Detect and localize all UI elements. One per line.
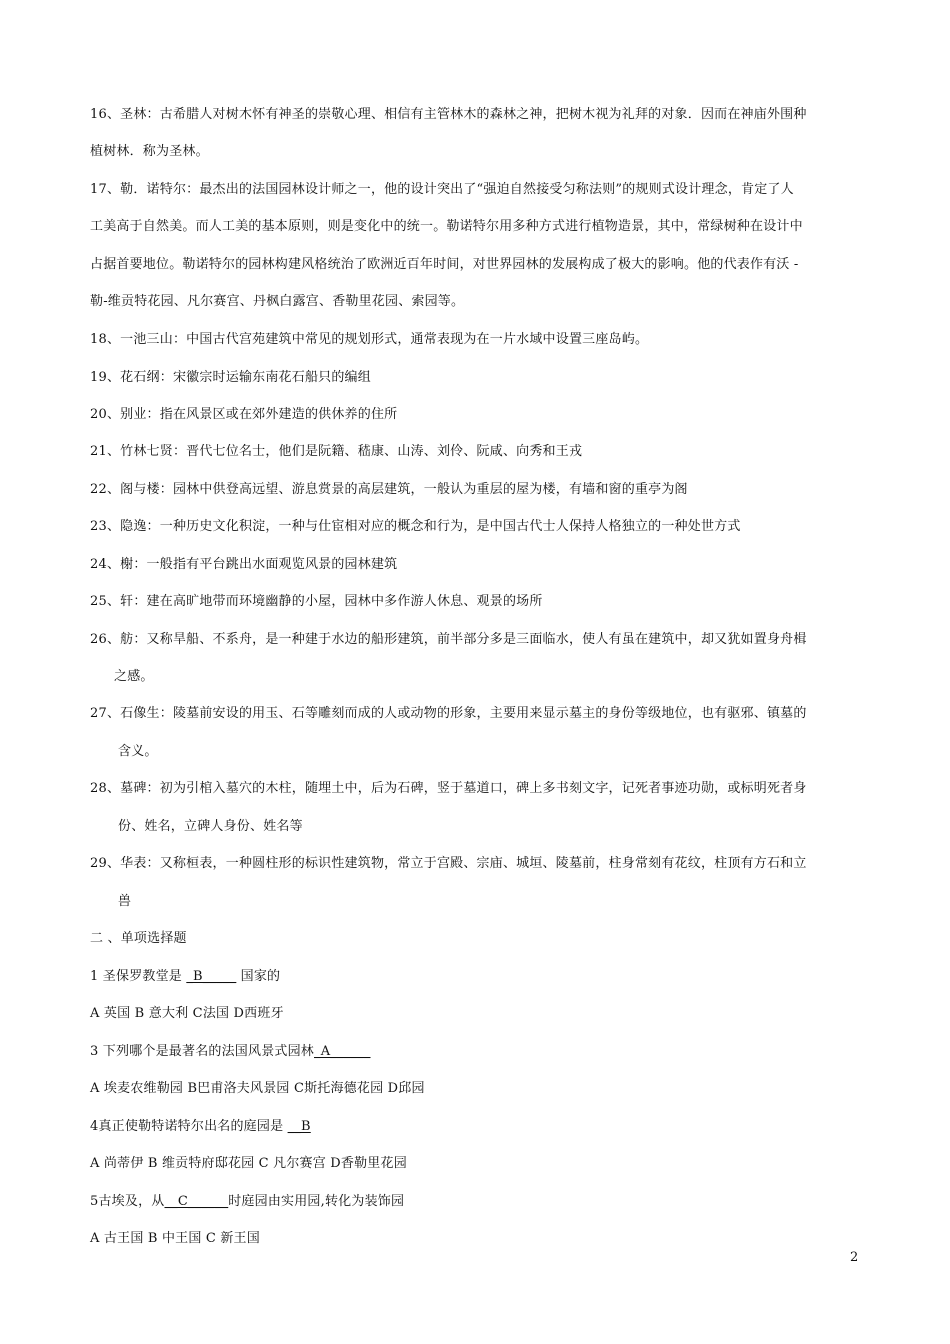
question-1 xyxy=(90,965,280,984)
question-text: 时庭园由实用园,转化为装饰园 xyxy=(228,1194,405,1209)
question-text: 1 圣保罗教堂是 xyxy=(90,969,187,984)
question-3 xyxy=(90,1040,371,1059)
question-5 xyxy=(90,1190,404,1209)
question-text: 4真正使勒特诺特尔出名的庭园是 xyxy=(90,1119,288,1134)
options-line: A 尚蒂伊 B 维贡特府邸花园 C 凡尔赛宫 D香勒里花园 xyxy=(90,1156,407,1171)
text-line: 之感。 xyxy=(114,669,154,684)
text-line: 植树林．称为圣林。 xyxy=(90,144,209,159)
text-line: 21、竹林七贤：晋代七位名士，他们是阮籍、嵇康、山涛、刘伶、阮咸、向秀和王戎 xyxy=(90,444,583,459)
page-number: 2 xyxy=(850,1250,859,1265)
text-line: 24、榭：一般指有平台跳出水面观览风景的园林建筑 xyxy=(90,557,398,572)
text-line: 28、墓碑：初为引棺入墓穴的木柱，随埋土中，后为石碑，竖于墓道口，碑上多书刻文字，记死者事迹功勋，或标明死者身 xyxy=(90,781,807,796)
text-line: 27、石像生：陵墓前安设的用玉、石等雕刻而成的人或动物的形象，主要用来显示墓主的身份等级地位，也有驱邪、镇墓的 xyxy=(90,706,807,721)
text-line: 兽 xyxy=(118,894,132,909)
text-line: 19、花石纲：宋徽宗时运输东南花石船只的编组 xyxy=(90,370,371,385)
text-line: 工美高于自然美。而人工美的基本原则，则是变化中的统一。勒诺特尔用多种方式进行植物造景，其中，常绿树种在设计中 xyxy=(90,219,803,234)
options-line: A 埃麦农维勒园 B巴甫洛夫风景园 C斯托海德花园 D邱园 xyxy=(90,1081,425,1096)
text-line: 23、隐逸：一种历史文化积淀，一种与仕宦相对应的概念和行为，是中国古代士人保持人格独立的一种处世方式 xyxy=(90,519,741,534)
question-text: 国家的 xyxy=(236,969,281,984)
text-line: 16、圣林：古希腊人对树木怀有神圣的崇敬心理、相信有主管林木的森林之神，把树木视为礼拜的对象．因而在神庙外围种 xyxy=(90,107,807,122)
text-line: 22、阁与楼：园林中供登高远望、游息赏景的高层建筑，一般认为重层的屋为楼，有墙和窗的重亭为阁 xyxy=(90,482,688,497)
text-line: 20、别业：指在风景区或在郊外建造的供休养的住所 xyxy=(90,407,398,422)
question-4 xyxy=(90,1115,311,1134)
text-line: 29、华表：又称桓表，一种圆柱形的标识性建筑物，常立于宫殿、宗庙、城垣、陵墓前，柱身常刻有花纹，柱顶有方石和立 xyxy=(90,856,807,871)
text-line: 份、姓名，立碑人身份、姓名等 xyxy=(118,819,303,834)
options-line: A 古王国 B 中王国 C 新王国 xyxy=(90,1231,260,1246)
answer-blank: _A______ xyxy=(314,1044,371,1059)
section-heading: 二 、单项选择题 xyxy=(90,931,187,946)
text-line: 18、一池三山：中国古代宫苑建筑中常见的规划形式，通常表现为在一片水域中设置三座岛屿。 xyxy=(90,332,649,347)
text-line: 25、轩：建在高旷地带而环境幽静的小屋，园林中多作游人休息、观景的场所 xyxy=(90,594,543,609)
answer-blank: _B_____ xyxy=(186,969,237,984)
text-line: 17、勒．诺特尔：最杰出的法国园林设计师之一，他的设计突出了“强迫自然接受匀称法则”的规则式设计理念，肯定了人 xyxy=(90,182,794,197)
text-line: 26、舫：又称旱船、不系舟，是一种建于水边的船形建筑，前半部分多是三面临水，使人有虽在建筑中，却又犹如置身舟楫 xyxy=(90,632,807,647)
text-line: 含义。 xyxy=(118,744,158,759)
answer-blank: __C______ xyxy=(164,1194,229,1209)
text-line: 占据首要地位。勒诺特尔的园林构建风格统治了欧洲近百年时间，对世界园林的发展构成了极大的影响。他的代表作有沃 - xyxy=(90,257,799,272)
question-text: 3 下列哪个是最著名的法国风景式园林 xyxy=(90,1044,315,1059)
options-line: A 英国 B 意大利 C法国 D西班牙 xyxy=(90,1006,284,1021)
answer-blank: __B xyxy=(287,1119,311,1134)
question-text: 5古埃及，从 xyxy=(90,1194,165,1209)
text-line: 勒-维贡特花园、凡尔赛宫、丹枫白露宫、香勒里花园、索园等。 xyxy=(90,294,465,309)
